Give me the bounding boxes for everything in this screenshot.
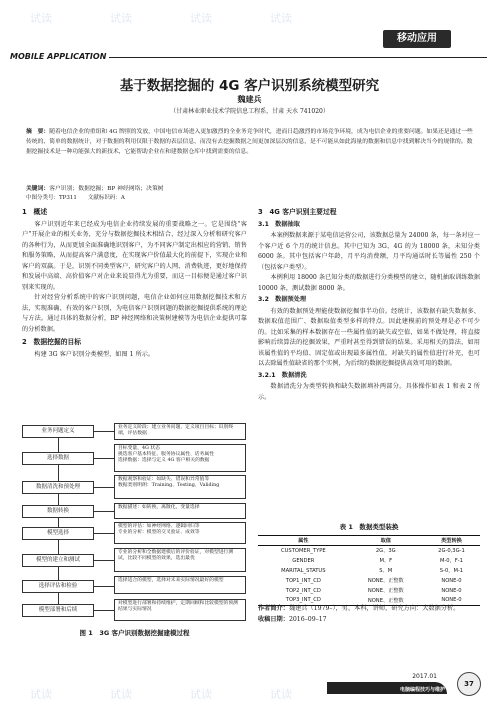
flow-link bbox=[94, 458, 114, 459]
flow-note: 数据描述：如转换，离散化，变量选择 bbox=[114, 503, 246, 519]
flow-note: 业务定义阶段：建立业务问题，定义项目目标；识别终端，评估数据 bbox=[114, 423, 246, 440]
paragraph: 有效的数据预处理能使数据挖掘事半功倍。经统计，该数据有缺失数据多、数据取值范围广、数据取值类型多样的特点。因此建模前的预处理是必不可少的。比如采集的样本数据存在一些属性值的缺失或空值，如果不做处理，将直接影响后续算法的挖掘效果，严重时甚至得到错误的结果。采用相关的算法，如用该属性值的平均值、固定值或出现最多属性值，对缺失的属性值进行补充，也可以去除属性值缺省的那个实例，为后续的数据挖掘提供高效可用的数据。 bbox=[258, 307, 480, 367]
received-date: 2016–09–17 bbox=[288, 615, 327, 623]
author-info-text: 魏建兵（1979–），男，本科，讲师，研究方向：大数据分析。 bbox=[288, 605, 460, 612]
article-author: 魏建兵 bbox=[237, 94, 262, 104]
class-label: 中图分类号： bbox=[26, 195, 60, 201]
class-text: TP311 文献标识码：A bbox=[59, 195, 125, 201]
watermark: 试读 bbox=[190, 12, 212, 25]
table-cell: TOP2_INT_CD bbox=[285, 587, 321, 594]
paragraph: 针对经营分析系统中的客户识别问题，电信企业如何应用数据挖掘技术和方法，实现准确、有效的客户识别，为电信客户识别问题的数据挖掘提供系统的理论与方法。通过具体的数据分析，BP 神经网络和决策树建模等为电信企业提供可靠的分析数据。 bbox=[22, 294, 247, 333]
flow-step: 数据转换 bbox=[22, 505, 94, 518]
abstract-label: 摘 要： bbox=[26, 129, 50, 135]
section-heading: 3 4G 客户识别主要过程 bbox=[258, 208, 337, 216]
watermark: 试读 bbox=[110, 12, 132, 25]
flow-step: 选择数据 bbox=[22, 452, 94, 465]
table-cell: S、M bbox=[379, 568, 393, 574]
keywords-label: 关键词： bbox=[26, 186, 50, 192]
top-bar bbox=[0, 28, 499, 48]
watermark: 试读 bbox=[270, 688, 292, 701]
table-cell: CUSTOMER_TYPE bbox=[280, 547, 326, 554]
table-cell: NONE-0 bbox=[441, 587, 462, 594]
table-cell: M-0，F-1 bbox=[439, 558, 463, 564]
table-cell: MARITAL_STATUS bbox=[281, 567, 326, 574]
table-row bbox=[258, 566, 480, 576]
paragraph: 构建 3G 客户识别分类模型，如图 1 所示。 bbox=[34, 350, 155, 358]
figure-caption: 图 1 3G 客户识别数据挖掘建模过程 bbox=[79, 629, 190, 637]
flow-link bbox=[94, 487, 114, 488]
abstract bbox=[26, 127, 473, 157]
flow-step: 模型的建立和测试 bbox=[22, 554, 94, 567]
table-row bbox=[258, 546, 480, 556]
classification bbox=[26, 193, 473, 201]
table-cell: NONE、正整数 bbox=[367, 588, 404, 594]
paragraph: 本案例数据来源于某电信运营公司，该数据总量为 24000 条，每一条对应一个客户近 6 个月的统计信息。其中已知为 3G、4G 的为 18000 条，未知分类 6000 条。其中包括客户年龄，月平均消费额，月平均通话时长等属性 250 个（包括客户类型）。 bbox=[258, 232, 480, 271]
subsection-heading: 3.1 数据抽取 bbox=[258, 220, 300, 228]
flow-step: 数据清洗和预处理 bbox=[22, 481, 94, 494]
table-cell: 2G-0,3G-1 bbox=[438, 547, 465, 554]
paragraph: 数据清洗分为类型转换和缺失数据填补两部分。具体操作如表 1 和表 2 所示。 bbox=[258, 383, 480, 401]
flow-note: 专业的分析和全数据建模后的评价验证，对模型进行测试，比较不同模型的效果，选出最优 bbox=[114, 548, 246, 572]
flow-link bbox=[94, 511, 114, 512]
flow-link bbox=[94, 431, 114, 432]
subsection-heading: 3.2.1 数据清洗 bbox=[258, 371, 307, 379]
watermark: 试读 bbox=[270, 12, 292, 25]
journal-title: 电脑编程技巧与维护 bbox=[399, 687, 445, 693]
data-type-table bbox=[258, 535, 480, 606]
flow-link bbox=[94, 560, 114, 561]
author-info bbox=[258, 604, 480, 625]
flow-diagram bbox=[22, 423, 247, 623]
table-cell: NONE-0 bbox=[423, 596, 480, 606]
flow-note: 选择适合的模型，选择对未来实际情况最好的模型 bbox=[114, 576, 246, 594]
table-cell: TOP1_INT_CD bbox=[285, 577, 321, 584]
abstract-text: 随着电信企业的重组和 4G 牌照的发放，中国电信市场进入更加激烈的全业务竞争时代，进而日趋激烈的市场竞争环境，成为电信企业的重要问题。如果还是通过一些传统的、简单的数据统计，对于数据的利用仅限于数据的表层信息，而没有去挖掘数据之间更加深层次的信息，是不可能从如此海量的数据和信息中找到解决当今的规律的。数据挖掘技术是一种功能强大的新技术，它能帮助企业在和建数据仓库中找到需要的信息。 bbox=[26, 129, 473, 155]
page-number: 37 bbox=[457, 672, 481, 696]
flow-step: 业务问题定义 bbox=[22, 425, 94, 438]
table-cell: NONE、正整数 bbox=[349, 596, 423, 606]
subsection-heading: 3.2 数据预处理 bbox=[258, 296, 307, 303]
section-heading: 1 概述 bbox=[22, 208, 48, 216]
table-header: 取值 bbox=[349, 536, 423, 546]
article-affiliation: （甘肃林业职业技术学院信息工程系，甘肃 天水 741020） bbox=[170, 108, 329, 115]
table-row bbox=[258, 556, 480, 566]
flow-link bbox=[94, 533, 114, 534]
flow-link bbox=[94, 586, 114, 587]
flow-note: 目标变量，4G 状态 挑选客户基本特征、服务协议属性、话务属性 选择数据：选择与定义 4G 客户相关的数据 bbox=[114, 444, 246, 472]
table-cell: M、F bbox=[379, 558, 393, 564]
flow-step: 模型部署和后续 bbox=[22, 604, 94, 617]
paragraph: 客户识别近年来已经成为电信企业持续发展的重要战略之一。它是围绕“客户”开展企业的相关业务，充分与数据挖掘技术相结合，经过深入分析和研究客户的各种行为，从而更加全面准确地识别客户，为不同客户制定出相应的营销、销售和服务策略，从而提高客户满意度，在实现客户价值最大化的前提下，实现企业和客户的双赢。于是，识别不同类型客户，研究客户的人网、消费轨迹，更好地保持和发展中高端、高价值客户对企业来说显得尤为重要，而这一目标便是通过客户识别来实现的。 bbox=[22, 220, 247, 291]
watermark: 试读 bbox=[190, 688, 212, 701]
header-rule bbox=[68, 57, 487, 58]
table-caption: 表 1 数据类型装换 bbox=[339, 523, 399, 531]
table-header: 属性 bbox=[258, 536, 349, 546]
keywords bbox=[26, 183, 473, 192]
table-cell: TOP3_INT_CD bbox=[258, 596, 349, 606]
flow-note: 数据观察和验证：如缺失、错误和异常值等 数据类别明朗：Training、Testing、Validing bbox=[114, 475, 246, 499]
flow-note: 对模型进行部署和持续维护，定期回顾和比较模型的预测结果与实际情况 bbox=[114, 599, 246, 621]
watermark: 试读 bbox=[30, 12, 52, 25]
left-column bbox=[22, 205, 247, 360]
flow-step: 模型选择 bbox=[22, 527, 94, 540]
table-row bbox=[258, 576, 480, 586]
watermark: 试读 bbox=[110, 688, 132, 701]
paragraph: 本例利用 18000 条已知分类的数据进行分类模型的建立，随机抽取训练数据 10000 条，测试数据 8000 条。 bbox=[258, 274, 480, 292]
table-cell: S-0，M-1 bbox=[439, 568, 464, 574]
page-footer bbox=[337, 668, 487, 698]
flow-link bbox=[94, 610, 114, 611]
table-cell: NONE-0 bbox=[441, 577, 462, 584]
section-heading: 2 数据挖掘的目标 bbox=[22, 338, 82, 346]
author-info-label: 作者简介： bbox=[258, 605, 289, 612]
keywords-text: 客户识别；数据挖掘；BP 神经网络；决策树 bbox=[49, 186, 164, 192]
table-row bbox=[258, 586, 480, 596]
issue-label: 2017.01 bbox=[412, 673, 437, 680]
received-date-label: 收稿日期： bbox=[258, 615, 289, 623]
table-cell: NONE、正整数 bbox=[367, 578, 404, 584]
flow-step: 选择评估和检验 bbox=[22, 580, 94, 593]
table-cell: GENDER bbox=[292, 557, 315, 564]
table-header-row bbox=[258, 536, 480, 546]
watermark: 试读 bbox=[30, 688, 52, 701]
column-label: MOBILE APPLICATION bbox=[10, 52, 109, 61]
table-header: 类型转换 bbox=[423, 536, 480, 546]
table-cell: 2G、3G bbox=[375, 548, 396, 555]
article-title: 基于数据挖掘的 4G 客户识别系统模型研究 bbox=[119, 78, 380, 94]
right-column bbox=[258, 205, 480, 403]
section-tag: 移动应用 bbox=[383, 30, 451, 48]
flow-note: 模型的评估：如神经网络、逻辑回归等 专业的分析：模型的交叉验证、成效等 bbox=[114, 522, 246, 544]
